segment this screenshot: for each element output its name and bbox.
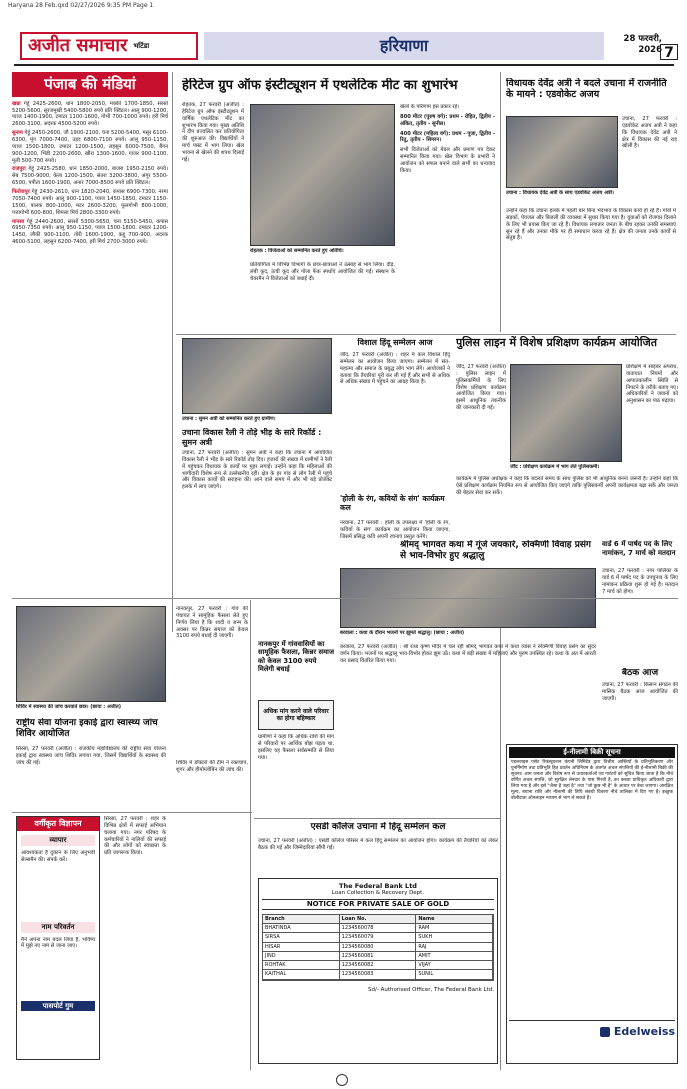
nss-caption: शिविर में स्वास्थ्य की जांच करवाते छात्र। (छाया : अजीत): [16, 704, 121, 710]
mla-story-caption: उचाना : विधायक देवेंद्र अत्री के साथ एडवोकेट अजय अत्री।: [506, 190, 614, 196]
mandi-title: पंजाब की मंडियां: [12, 72, 168, 97]
bank-branch: Loan Collection & Recovery Dept.: [331, 890, 425, 897]
mandi-section: [12, 72, 168, 592]
bank-table-header: Branch Loan No. Name: [263, 915, 493, 924]
rally-body: उचाना, 27 फरवरी (अजीत) : सुमन अत्री ने कहा कि उचाना में आयोजित विकास रैली ने भीड़ के सारे रिकॉर्ड तोड़ दिए। हजारों की संख्या में ग्रामीणों ने रैली में पहुंचकर विधायक के कार्यों पर मुहर लगाई। उन्होंने कहा कि महिलाओं की भागीदारी विशेष रूप से उल्लेखनीय रही। क्षेत्र के हर गांव से लोग रैली में पहुंचे और विकास कार्यों की सराहना की। आने वाले समय में और भी बड़े प्रोजेक्ट हलके में लाए जाएंगे।: [182, 450, 332, 491]
kinnar-box-text: अधिक मांग करने वाले परिवार का होगा बहिष्कार: [263, 707, 329, 722]
rally-headline: उचाना विकास रैली ने तोड़े भीड़ के सारे रिकॉर्ड : सुमन अत्री: [182, 428, 322, 447]
kinnar-photo: [16, 606, 166, 702]
masthead: [14, 30, 674, 66]
edelweiss-brand: [509, 1020, 675, 1039]
paper-city: भटिंडा: [133, 41, 150, 50]
classified-name-change: नाम परिवर्तन: [21, 922, 95, 933]
classified-name-text: मैंने अपना नाम बदल लिया है, भविष्य में मुझे नए नाम से जाना जाए।: [21, 936, 95, 950]
nss-body-2: शिविर में डॉक्टरों की टीम ने रक्तचाप, शुगर और हीमोग्लोबिन की जांच की।: [176, 760, 248, 773]
mandi-list: [12, 101, 168, 591]
edelweiss-logo-icon: [600, 1027, 610, 1037]
kinnar-headline: नानकपुर में गांववासियों का सामूहिक फैसला, किन्नर समाज को केवल 3100 रुपये मिलेगी बधाई: [258, 640, 334, 674]
police-headline: पुलिस लाइन में विशेष प्रशिक्षण कार्यक्रम आयोजित: [456, 336, 658, 349]
table-row: HISAR 1234560080 RAJ: [263, 943, 493, 952]
top-story-headline: हेरिटेज ग्रुप ऑफ इंस्टीट्यूशन में एथलेटिक मीट का शुभारंभ: [182, 78, 458, 93]
kavi-body: नरवाना, 27 फरवरी : होली के उपलक्ष्य में 'होली के रंग, कवियों के संग' कार्यक्रम का आयोजन किया जाएगा, जिसमें प्रसिद्ध कवि अपनी रचनाएं प्रस्तुत करेंगे।: [340, 520, 450, 540]
mandi-entry: राजपुरा गेहूं 2425-2580, धान 1850-2000, बाजरा 1950-2150 रुपये। सेब 7500-9000, केला 1200-1500, संतरा 3200-3800, अंगूर 5500-6500, पपीता 1600-1900, अनार 7000-8500 रुपये प्रति क्विंटल।: [12, 166, 168, 187]
police-body: जींद, 27 फरवरी (अजीत) : पुलिस लाइन में पुलिसकर्मियों के लिए विशेष प्रशिक्षण कार्यक्रम आयोजित किया गया। इसमें आधुनिक तकनीक की जानकारी दी गई।: [456, 364, 506, 412]
edelweiss-body: एडलवाइस एसेट रिकंस्ट्रक्शन कंपनी लिमिटेड द्वारा वित्तीय आस्तियों के प्रतिभूतिकरण और पुनर्निर्माण तथा प्रतिभूति हित प्रवर्तन अधिनियम के अंतर्गत अचल संपत्तियों की ई-नीलामी बिक्री की सूचना। आम जनता और विशेष रूप से उधारकर्ताओं एवं गारंटरों को सूचित किया जाता है कि नीचे वर्णित अचल संपत्ति, जो सुरक्षित लेनदार के पास गिरवी है, का कब्जा प्राधिकृत अधिकारी द्वारा लिया गया है और इसे "जैसा है जहां है" तथा "जो कुछ भी है" के आधार पर बेचा जाएगा। आरक्षित मूल्य, बयाना राशि और नीलामी की तिथि संबंधी विवरण नीचे तालिका में दिए गए हैं। इच्छुक बोलीदाता ऑनलाइन माध्यम से भाग ले सकते हैं।: [511, 759, 673, 802]
mla-story-body-2: उन्होंने कहा कि उचाना हलके में पहली बार बिना भेदभाव के विकास कार्य हो रहे हैं। गांवों में सड़कों, पेयजल और बिजली की व्यवस्था में सुधार किया गया है। युवाओं को रोजगार दिलाने के लिए भी प्रयास किए जा रहे हैं। विधायक लगातार जनता के बीच रहकर उनकी समस्याएं सुन रहे हैं और उनका मौके पर ही समाधान करवा रहे हैं। क्षेत्र की जनता उनके कार्यों से संतुष्ट है।: [506, 208, 676, 242]
classified-lost: पासपोर्ट गुम: [21, 1001, 95, 1012]
result-line: 400 मीटर (महिला वर्ग): प्रथम - पूजा, द्वितीय - रितु, तृतीय - सिमरन।: [400, 130, 495, 144]
bank-notice-title: NOTICE FOR PRIVATE SALE OF GOLD: [262, 899, 494, 910]
slug-line: Haryana 28 Feb.qxd 02/27/2026 9:35 PM Page 1: [8, 2, 154, 9]
top-story-body-2: प्रतियोगिता में विभिन्न विभागों के छात्र-छात्राओं ने उत्साह से भाग लिया। दौड़, लंबी कूद, ऊंची कूद और गोला फेंक स्पर्धाएं आयोजित की गईं। संस्थान के चेयरमैन ने विजेताओं को बधाई दी।: [250, 262, 395, 282]
bank-footer: Sd/- Authorised Officer, The Federal Bank Ltd.: [368, 986, 494, 993]
registration-mark: [336, 1074, 348, 1086]
mandi-entry: सुनाम गेहूं 2450-2600, जौ 1900-2100, चना 5200-5400, मसूर 6100-6300, मूंग 7000-7400, उड़द 6800-7100 रुपये। आलू 950-1150, प्याज 1500-1800, टमाटर 1200-1500, लहसुन 6000-7500, बैंगन 900-1200, भिंडी 2200-2600, खीरा 1300-1600, गाजर 900-1100, मूली 500-700 रुपये।: [12, 130, 168, 164]
table-row: JIND 1234560081 AMIT: [263, 952, 493, 961]
edelweiss-ad: [506, 744, 678, 1064]
kinnar-body-2: ग्रामीणों ने कहा कि अधिक राशि की मांग से परिवारों पर आर्थिक बोझ पड़ता था, इसलिए यह फैसला सर्वसम्मति से लिया गया।: [258, 734, 334, 761]
section-banner: [204, 32, 604, 60]
bhagwat-caption: बरवाला : कथा के दौरान भजनों पर झूमते श्रद्धालु। (छाया : अजीत): [340, 630, 465, 636]
police-body-2: प्रशिक्षण में साइबर अपराध, यातायात नियमों और आपातकालीन स्थिति से निपटने के तरीके बताए गए। अधिकारियों ने जवानों को अनुशासन का पाठ पढ़ाया।: [626, 364, 678, 405]
police-photo: [510, 364, 622, 462]
bhagwat-headline: श्रीमद् भागवत कथा में गूंजे जयकारे, रुक्मिणी विवाह प्रसंग से भाव-विभोर हुए श्रद्धालु: [400, 540, 591, 561]
classified-business-text: आवश्यकता है दुकान के लिए अनुभवी सेल्समैन की। संपर्क करें।: [21, 849, 95, 863]
misc-column: सिरसा, 27 फरवरी : शहर के विभिन्न क्षेत्रों में सफाई अभियान चलाया गया। नगर परिषद के कर्मचारियों ने नालियों की सफाई की और लोगों को स्वच्छता के प्रति जागरूक किया।: [104, 816, 166, 857]
top-story-results: खेलों के परिणाम इस प्रकार रहे। 800 मीटर (पुरुष वर्ग): प्रथम - रोहित, द्वितीय - अंकित, तृतीय - सुनील। 400 मीटर (महिला वर्ग): प्रथम - पूजा, द्वितीय - रितु, तृतीय - सिमरन। सभी विजेताओं को मेडल और प्रमाण पत्र देकर सम्मानित किया गया। खेल विभाग के प्रभारी ने आयोजन को सफल बनाने वाले सभी का धन्यवाद किया।: [400, 104, 495, 174]
police-body-3: कार्यक्रम में पुलिस अधीक्षक ने कहा कि बदलते समय के साथ पुलिस को भी आधुनिक बनना जरूरी है। उन्होंने कहा कि ऐसे प्रशिक्षण कार्यक्रम नियमित रूप से आयोजित किए जाएंगे ताकि पुलिसकर्मी अपनी कार्यक्षमता बढ़ा सकें और जनता की बेहतर सेवा कर सकें।: [456, 476, 678, 496]
table-row: BHATINDA 1234560078 RAM: [263, 924, 493, 933]
mandi-entry: खन्ना गेहूं 2425-2600, धान 1800-2050, मक्की 1700-1850, सरसों 5200-5600, सूरजमुखी 5400-5800 रुपये प्रति क्विंटल। आलू 900-1200, प्याज 1400-1900, टमाटर 1100-1600, गोभी 700-1000 रुपये। हरी मिर्च 2600-3100, अदरक 4500-5200 रुपये।: [12, 100, 168, 128]
college-headline: एसडी कॉलेज उचाना में हिंदू सम्मेलन कल: [310, 822, 446, 832]
top-story-photo: [250, 104, 395, 246]
classifieds-section: [16, 816, 100, 1060]
kinnar-body: नानकपुर, 27 फरवरी : गांव की पंचायत ने सामूहिक फैसला लेते हुए निर्णय लिया है कि शादी व जन्म के अवसर पर किन्नर समाज को केवल 3100 रुपये बधाई दी जाएगी।: [176, 606, 248, 640]
mla-story-body: उचाना, 27 फरवरी : एडवोकेट अजय अत्री ने कहा कि विधायक देवेंद्र अत्री ने क्षेत्र में विकास की नई राह खोली है।: [622, 116, 677, 150]
top-story-caption: रोहतक : विजेताओं को सम्मानित करते हुए अतिथि।: [250, 248, 344, 254]
section-title: हरियाणा: [379, 36, 429, 55]
mandi-entry: मानसा गेहूं 2440-2600, सरसों 5300-5650, चना 5150-5450, कपास 6950-7350 रुपये। आलू 950-1150, प्याज 1500-1800, टमाटर 1200-1450, लौकी 900-1100, तोरी 1600-1900, कद्दू 700-900, अदरक 4600-5100, लहसुन 6200-7400, हरी मिर्च 2700-3000 रुपये।: [12, 218, 168, 246]
election-body: उचाना, 27 फरवरी : नगर पालिका के वार्ड 6 में पार्षद पद के उपचुनाव के लिए नामांकन प्रक्रिया शुरू हो गई है। मतदान 7 मार्च को होगा।: [602, 568, 678, 595]
page-number: 7: [660, 44, 678, 60]
bank-name: The Federal Bank Ltd: [339, 882, 417, 890]
table-row: SIRSA 1234560079 SUKH: [263, 933, 493, 942]
baithak-body: उचाना, 27 फरवरी : किसान संगठन की मासिक बैठक आज आयोजित की जाएगी।: [602, 682, 678, 702]
bank-ad: [258, 878, 498, 1064]
edelweiss-brand-name: Edelweiss: [613, 1024, 675, 1038]
paper-name: अजीत समाचार: [28, 34, 128, 56]
kavi-headline: 'होली के रंग, कवियों के संग' कार्यक्रम कल: [340, 494, 445, 512]
baithak-headline: बैठक आज: [621, 668, 659, 678]
mandi-entry: फिरोजपुर गेहूं 2430-2610, धान 1820-2040, कपास 6900-7300, नरमा 7050-7400 रुपये। आलू 900-1100, प्याज 1450-1850, टमाटर 1150-1500, पालक 800-1000, मटर 2600-3200, फूलगोभी 800-1000, पत्तागोभी 600-800, शिमला मिर्च 2800-3300 रुपये।: [12, 189, 168, 216]
kinnar-box: [258, 700, 334, 730]
result-line: 800 मीटर (पुरुष वर्ग): प्रथम - रोहित, द्वितीय - अंकित, तृतीय - सुनील।: [400, 113, 495, 127]
edelweiss-title: ई-नीलामी बिक्री सूचना: [509, 747, 675, 758]
rally-caption: उचाना : सुमन अत्री को सम्मानित करते हुए ग्रामीण।: [182, 416, 276, 422]
rally-photo: [182, 338, 332, 414]
bhagwat-body: बरवाला, 27 फरवरी (अजीत) : श्री राधा कृष्ण मंदिर में चल रही श्रीमद् भागवत कथा में कथा व्यास ने रुक्मिणी विवाह प्रसंग का सुंदर वर्णन किया। भजनों पर श्रद्धालु भाव-विभोर होकर झूम उठे। कथा में बड़ी संख्या में महिलाएं और पुरुष उपस्थित रहे। कथा के अंत में आरती कर प्रसाद वितरित किया गया।: [340, 644, 596, 664]
issue-date: 28 फरवरी, 2026: [623, 34, 662, 55]
table-row: ROHTAK 1234560082 VIJAY: [263, 961, 493, 970]
classified-business: व्यापार: [21, 835, 95, 846]
college-body: उचाना, 27 फरवरी (अजीत) : एसडी कॉलेज परिसर में कल हिंदू सम्मेलन का आयोजन होगा। कार्यक्रम की तैयारियों को लेकर बैठक की गई और जिम्मेदारियां सौंपी गईं।: [258, 838, 498, 851]
classifieds-title: वर्गीकृत विज्ञापन: [17, 817, 99, 831]
table-row: KAITHAL 1234560083 SUNIL: [263, 970, 493, 979]
hindu-meet-headline: विशाल हिंदू सम्मेलन आज: [357, 338, 433, 347]
election-headline: वार्ड 6 में पार्षद पद के लिए नामांकन, 7 मार्च को मतदान: [602, 540, 676, 557]
police-caption: जींद : प्रशिक्षण कार्यक्रम में भाग लेते पुलिसकर्मी।: [510, 464, 600, 470]
mla-story-headline: विधायक देवेंद्र अत्री ने बदले उचाना में राजनीति के मायने : एडवोकेट अजय: [506, 78, 667, 101]
nss-headline: राष्ट्रीय सेवा योजना इकाई द्वारा स्वास्थ्य जांच शिविर आयोजित: [16, 718, 158, 739]
top-story-body: रोहतक, 27 फरवरी (अजीत) : हेरिटेज ग्रुप ऑफ इंस्टीट्यूशन में वार्षिक एथलेटिक मीट का शुभारंभ किया गया। मुख्य अतिथि ने दीप प्रज्वलित कर प्रतियोगिता की शुरुआत की। विद्यार्थियों ने मार्च पास्ट में भाग लिया। खेल भावना से खेलने की शपथ दिलाई गई।: [182, 102, 244, 163]
hindu-meet-body: जींद, 27 फरवरी (अजीत) : शहर में कल विशाल हिंदू सम्मेलन का आयोजन किया जाएगा। सम्मेलन में संत-महात्मा और समाज के प्रबुद्ध लोग भाग लेंगे। आयोजकों ने बताया कि तैयारियां पूरी कर ली गई हैं और सभी से अधिक से अधिक संख्या में पहुंचने का आग्रह किया है।: [340, 352, 450, 386]
nss-body: सिरसा, 27 फरवरी (अजीत) : राजकीय महाविद्यालय की राष्ट्रीय सेवा योजना इकाई द्वारा स्वास्थ्य जांच शिविर लगाया गया, जिसमें विद्यार्थियों के स्वास्थ्य की जांच की गई।: [16, 746, 166, 766]
mla-story-photo: [506, 116, 618, 188]
paper-logo: [20, 32, 198, 60]
bank-table: [262, 914, 494, 981]
